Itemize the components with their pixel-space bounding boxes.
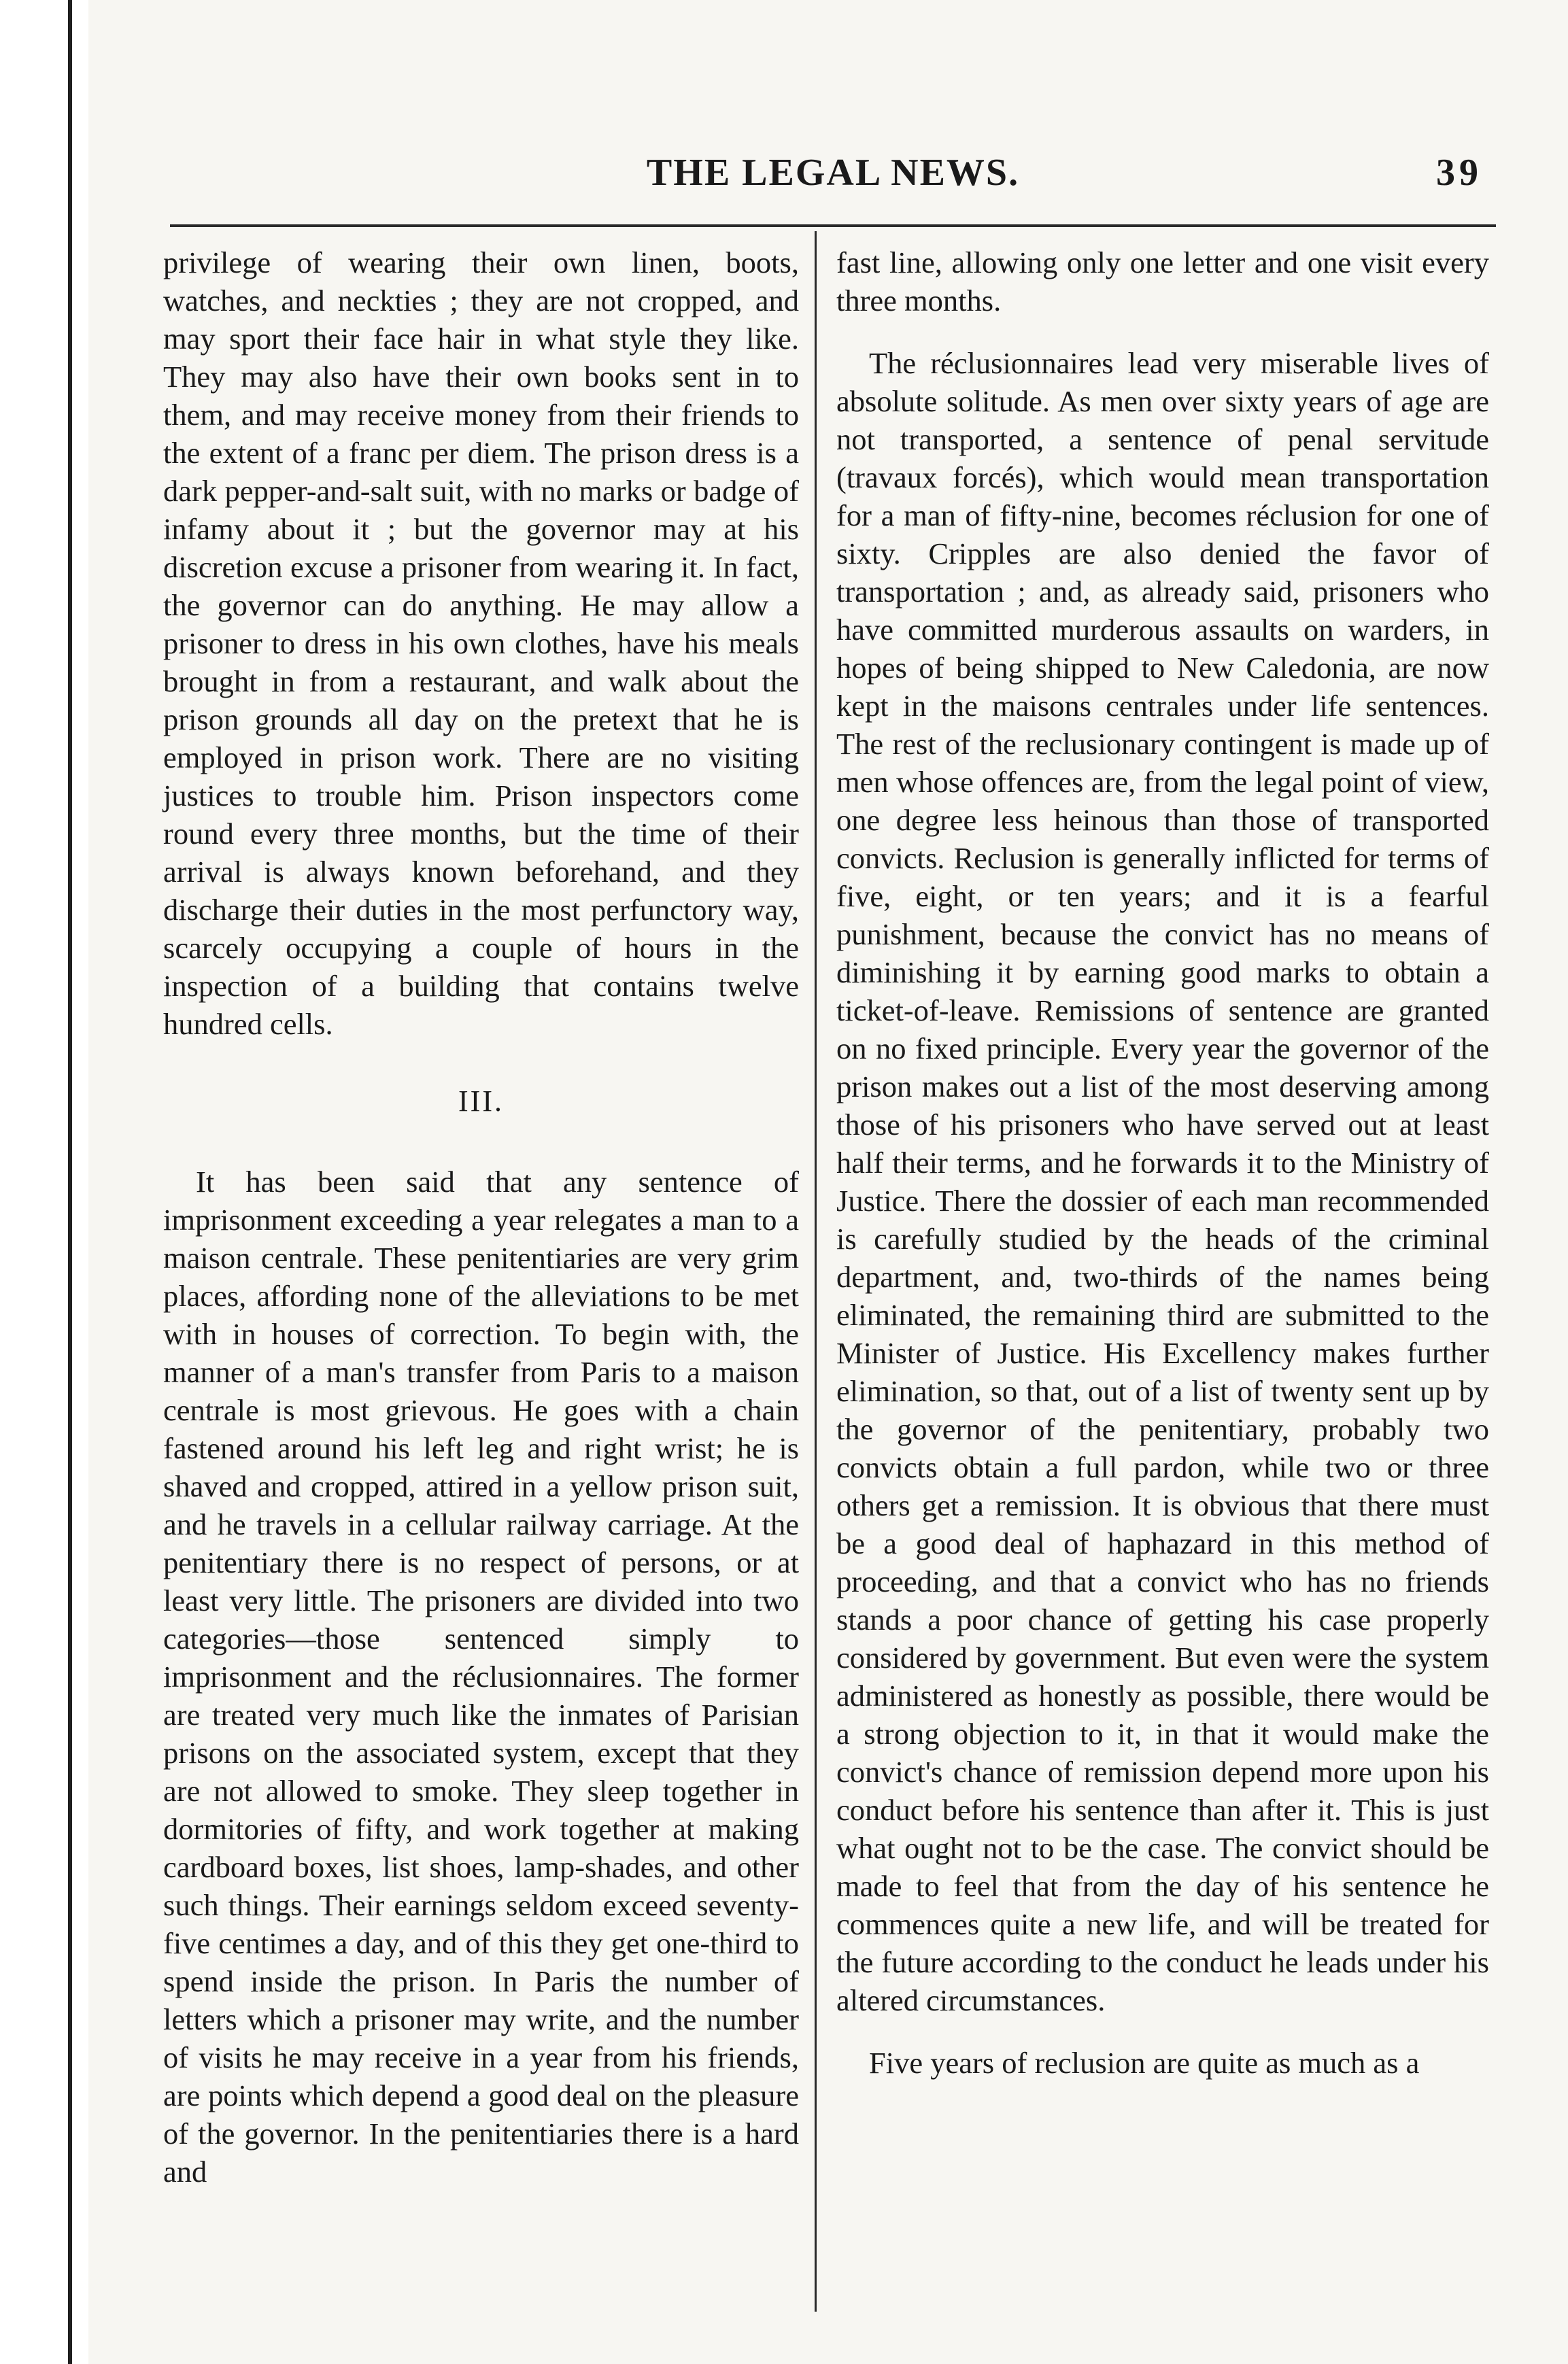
left-column — [163, 243, 799, 2191]
right-paragraph-five-years: Five years of reclusion are quite as much as a — [869, 2046, 1420, 2080]
left-paragraph-continued: privilege of wearing their own linen, boots, watches, and neckties ; they are not cropped, and may sport their face hair in what style they like. They may also have their own books sent in to them, and may receive money from their friends to the extent of a franc per diem. The prison dress is a dark pepper-and-salt suit, with no marks or badge of infamy about it ; but the governor may at his discretion excuse a prisoner from wearing it. In fact, the governor can do anything. He may allow a prisoner to dress in his own clothes, have his meals brought in from a restaurant, and walk about the prison grounds all day on the pretext that he is employed in prison work. There are no visiting justices to trouble him. Prison inspectors come round every three months, but the time of their arrival is always known beforehand, and they discharge their duties in the most perfunctory way, scarcely occupying a couple of hours in the inspection of a building that contains twelve hundred cells. — [163, 245, 799, 1041]
publication-title: THE LEGAL NEWS. — [646, 152, 1020, 194]
left-paragraph-section-three: It has been said that any sentence of imprisonment exceeding a year relegates a man to a maison centrale. These penitentiaries are very grim places, affording none of the alleviations to be met with in houses of correction. To begin with, the manner of a man's transfer from Paris to a maison centrale is most grievous. He goes with a chain fastened around his left leg and right wrist; he is shaved and cropped, attired in a yellow prison suit, and he travels in a cellular railway carriage. At the penitentiary there is no respect of persons, or at least very little. The prisoners are divided into two categories—those sentenced simply to imprisonment and the réclusionnaires. The former are treated very much like the inmates of Parisian prisons on the associated system, except that they are not allowed to smoke. They sleep together in dormitories of fifty, and work together at making cardboard boxes, list shoes, lamp-shades, and other such things. Their earnings seldom exceed seventy-five centimes a day, and of this they get one-third to spend inside the prison. In Paris the number of letters which a prisoner may write, and the number of visits he may receive in a year from his friends, are points which depend a good deal on the pleasure of the governor. In the penitentiaries there is a hard and — [163, 1165, 799, 2189]
page-binding-edge — [0, 0, 88, 2364]
binding-rule — [68, 0, 72, 2364]
column-divider — [815, 231, 817, 2312]
right-paragraph-reclusionnaires: The réclusionnaires lead very miserable lives of absolute solitude. As men over sixty years of age are not transported, a sentence of penal servitude (travaux forcés), which would mean transportation for a man of fifty-nine, becomes réclusion for one of sixty. Cripples are also denied the favor of transportation ; and, as already said, prisoners who have committed murderous assaults on warders, in hopes of being shipped to New Caledonia, are now kept in the maisons centrales under life sentences. The rest of the reclusionary contingent is made up of men whose offences are, from the legal point of view, one degree less heinous than those of transported convicts. Reclusion is generally inflicted for terms of five, eight, or ten years; and it is a fearful punishment, because the convict has no means of diminishing it by earning good marks to obtain a ticket-of-leave. Remissions of sentence are granted on no fixed principle. Every year the governor of the prison makes out a list of the most deserving among those of his prisoners who have served out at least half their terms, and he forwards it to the Ministry of Justice. There the dossier of each man recommended is carefully studied by the heads of the criminal department, and, two-thirds of the names being eliminated, the remaining third are submitted to the Minister of Justice. His Excellency makes further elimination, so that, out of a list of twenty sent up by the governor of the penitentiary, probably two convicts obtain a full pardon, while two or three others get a remission. It is obvious that there must be a good deal of haphazard in this method of proceeding, and that a convict who has no friends stands a poor chance of getting his case properly considered by government. But even were the system administered as honestly as possible, there would be a strong objection to it, in that it would make the convict's chance of remission depend more upon his conduct before his sentence than after it. This is just what ought not to be the case. The convict should be made to feel that from the day of his sentence he commences quite a new life, and will be treated for the future according to the conduct he leads under his altered circumstances. — [836, 346, 1489, 2017]
newspaper-page — [156, 0, 1510, 2364]
header-rule — [170, 224, 1496, 227]
page-number: 39 — [1436, 152, 1482, 194]
section-heading: III. — [458, 1084, 504, 1118]
right-column — [836, 243, 1489, 2082]
right-paragraph-continued: fast line, allowing only one letter and one visit every three months. — [836, 245, 1489, 318]
running-head — [156, 151, 1510, 199]
